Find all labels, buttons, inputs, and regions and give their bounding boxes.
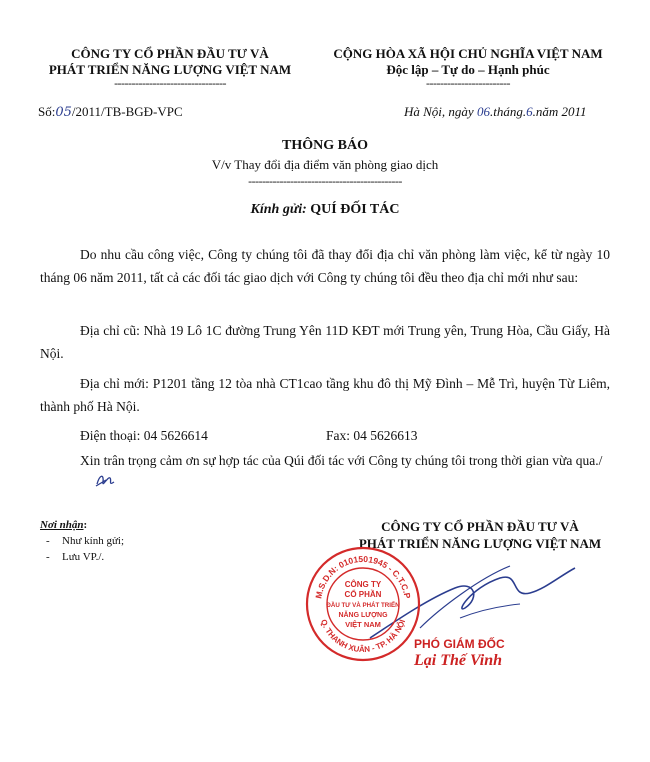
issuer-block <box>40 46 300 88</box>
body-closing <box>40 449 610 472</box>
date-month: 6 <box>526 104 533 119</box>
reference-number <box>38 104 183 120</box>
signature-company-line2: PHÁT TRIỂN NĂNG LƯỢNG VIỆT NAM <box>358 536 602 551</box>
date-day: 06 <box>476 104 490 119</box>
national-title: CỘNG HÒA XÃ HỘI CHỦ NGHĨA VIỆT NAM <box>333 46 603 61</box>
svg-text:VIỆT NAM: VIỆT NAM <box>345 620 381 629</box>
document-subject: V/v Thay đổi địa điểm văn phòng giao dịch <box>211 157 439 172</box>
body-paragraph-intro <box>40 243 610 289</box>
svg-text:Q. THANH XUÂN - TP. HÀ NỘI: Q. THANH XUÂN - TP. HÀ NỘI <box>318 618 408 655</box>
recipients-label: Nơi nhận <box>40 519 84 531</box>
body-new-address <box>40 372 610 418</box>
initial-mark-icon <box>94 470 120 490</box>
date-mid: tháng <box>493 104 523 119</box>
date-prefix: Hà Nội, ngày <box>404 104 474 119</box>
company-seal-icon <box>303 544 423 664</box>
body-old-address <box>40 319 610 365</box>
signature-company-line1: CÔNG TY CỔ PHẦN ĐẦU TƯ VÀ <box>381 519 579 534</box>
old-address-text: Địa chỉ cũ: Nhà 19 Lô 1C đường Trung Yên 11D KĐT mới Trung yên, Trung Hòa, Cầu Giấy, Hà Nội. <box>40 323 610 361</box>
new-address-text: Địa chỉ mới: P1201 tầng 12 tòa nhà CT1cao tầng khu đô thị Mỹ Đình – Mễ Trì, huyện Từ Liêm, thành phố Hà Nội. <box>40 376 610 414</box>
recipient-item: - Như kính gửi; <box>40 533 124 549</box>
svg-text:CÔNG TY: CÔNG TY <box>344 580 382 589</box>
subject-divider: -------------------------------------------- <box>248 174 402 188</box>
recipients-colon: : <box>83 519 88 531</box>
greeting <box>0 202 650 218</box>
phone-number: Điện thoại: 04 5626614 <box>80 428 208 443</box>
svg-text:M.S.D.N: 0101501945 - C.T.C.P: M.S.D.N: 0101501945 - C.T.C.P <box>313 553 413 600</box>
recipients-block <box>40 517 124 565</box>
signer-position: PHÓ GIÁM ĐỐC <box>414 637 505 651</box>
date-suffix: năm 2011 <box>535 104 587 119</box>
issuer-name-line1: CÔNG TY CỔ PHẦN ĐẦU TƯ VÀ <box>71 46 269 61</box>
national-motto: Độc lập – Tự do – Hạnh phúc <box>386 62 550 77</box>
svg-text:ĐẦU TƯ VÀ PHÁT TRIỂN: ĐẦU TƯ VÀ PHÁT TRIỂN <box>326 602 400 609</box>
issuer-name-line2: PHÁT TRIỂN NĂNG LƯỢNG VIỆT NAM <box>48 62 292 77</box>
document-title: THÔNG BÁO <box>282 138 368 153</box>
national-motto-block <box>318 46 618 88</box>
closing-text: Xin trân trọng cảm ơn sự hợp tác của Qúi đối tác với Công ty chúng tôi trong thời gian vừa qua./ <box>80 453 603 468</box>
ref-suffix: /2011/TB-BGĐ-VPC <box>71 104 183 119</box>
recipients-list <box>40 533 124 565</box>
intro-text: Do nhu cầu công việc, Công ty chúng tôi đã thay đổi địa chỉ văn phòng làm việc, kể từ ngày 10 tháng 06 năm 2011, tất cả các đối tác giao dịch với Công ty chúng tôi đều theo địa chỉ mới như sau: <box>40 247 610 285</box>
ref-handwritten-number: 05 <box>55 105 72 120</box>
issue-date: Hà Nội, ngày 06.tháng.6.năm 2011 <box>404 104 587 119</box>
signer-name: Lại Thế Vinh <box>414 652 503 669</box>
recipient-item: - Lưu VP./. <box>40 549 124 565</box>
contact-line <box>40 424 610 447</box>
greeting-recipient: QUÍ ĐỐI TÁC <box>310 202 400 217</box>
ref-prefix: Số: <box>38 104 56 119</box>
motto-divider: ------------------------ <box>426 76 510 90</box>
issuer-divider: -------------------------------- <box>114 76 226 90</box>
greeting-label: Kính gửi: <box>250 202 307 217</box>
svg-text:NĂNG LƯỢNG: NĂNG LƯỢNG <box>338 612 388 619</box>
svg-text:CỔ PHẦN: CỔ PHẦN <box>344 590 382 599</box>
fax-number: Fax: 04 5626613 <box>326 428 418 443</box>
